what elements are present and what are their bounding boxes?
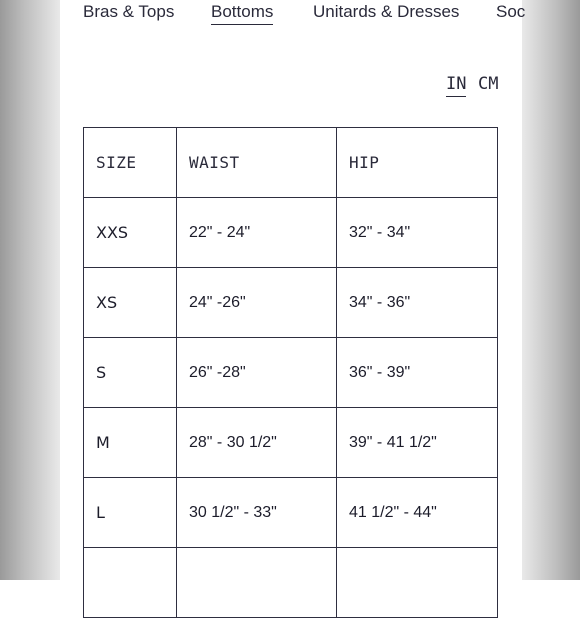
size-cell: M [84,408,177,478]
table-row [84,268,498,338]
tab-bras-tops[interactable]: Bras & Tops [83,2,175,21]
table-header-row [84,128,498,198]
size-chart-table [83,127,498,618]
table-row [84,548,498,618]
table-row [84,338,498,408]
table-row [84,408,498,478]
size-cell: S [84,338,177,408]
table-row [84,478,498,548]
header-size: SIZE [84,128,177,198]
hip-cell: 39" - 41 1/2" [337,408,498,478]
unit-in-button[interactable]: IN [446,74,466,97]
size-guide-panel [60,0,526,580]
tab-unitards-dresses[interactable]: Unitards & Dresses [313,2,460,21]
hip-cell: 36" - 39" [337,338,498,408]
header-hip: HIP [337,128,498,198]
left-margin-blur [0,0,60,580]
waist-cell: 26" -28" [177,338,337,408]
size-cell: L [84,478,177,548]
right-margin-blur [522,0,580,580]
header-waist: WAIST [177,128,337,198]
hip-cell: 32" - 34" [337,198,498,268]
hip-cell: 34" - 36" [337,268,498,338]
size-cell: XXS [84,198,177,268]
size-cell: XS [84,268,177,338]
category-tabs [60,0,526,40]
waist-cell: 22" - 24" [177,198,337,268]
tab-bottoms[interactable]: Bottoms [211,2,273,25]
waist-cell: 24" -26" [177,268,337,338]
unit-cm-button[interactable]: CM [478,74,499,94]
table-row [84,198,498,268]
waist-cell: 28" - 30 1/2" [177,408,337,478]
waist-cell: 30 1/2" - 33" [177,478,337,548]
hip-cell: 41 1/2" - 44" [337,478,498,548]
hip-cell [337,548,498,618]
tab-socks[interactable]: Soc [496,2,526,21]
size-cell [84,548,177,618]
waist-cell [177,548,337,618]
